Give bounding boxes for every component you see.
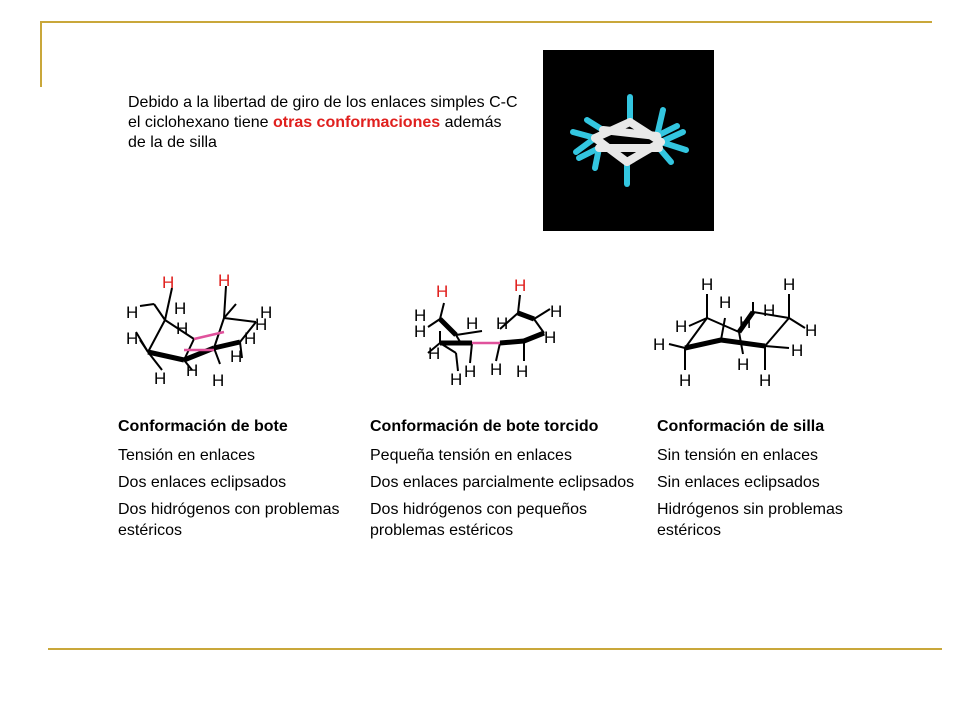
atom-label: H — [466, 314, 479, 333]
atom-label: H — [514, 276, 527, 295]
atom-label: H — [186, 361, 199, 380]
conformation-title: Conformación de bote torcido — [370, 418, 599, 435]
cyclohexane-3d-model — [543, 50, 714, 231]
atom-label: H — [436, 282, 449, 301]
atom-label: H — [490, 360, 503, 379]
atom-label: H — [791, 341, 804, 360]
atom-label: H — [516, 362, 529, 381]
atom-label: H — [126, 303, 139, 322]
bottom-rule — [48, 648, 942, 650]
chair-conformation-diagram — [645, 272, 825, 397]
hydrogen-bonds — [573, 97, 686, 184]
atom-label: H — [544, 328, 557, 347]
top-rule — [40, 21, 932, 23]
conformation-property: Dos enlaces eclipsados — [118, 474, 287, 491]
conformation-property: Dos hidrógenos con problemas estéricos — [118, 501, 340, 539]
atom-label: H — [464, 362, 477, 381]
atom-label: H — [496, 314, 509, 333]
intro-text-highlight: otras conformaciones — [272, 114, 441, 131]
twist-boat-conformation-diagram — [400, 275, 580, 400]
atom-label: H — [260, 303, 273, 322]
boat-conformation-diagram — [110, 262, 290, 397]
atom-label: H — [212, 371, 225, 390]
intro-text — [128, 93, 518, 153]
atom-label: H — [759, 371, 772, 390]
atom-label: H — [428, 344, 441, 363]
atom-label: H — [174, 299, 187, 318]
conformation-property: Dos enlaces parcialmente eclipsados — [370, 474, 635, 491]
atom-label: H — [701, 275, 714, 294]
cyclohexane-3d-drawing — [543, 50, 714, 231]
conformation-twist-boat — [370, 416, 640, 547]
atom-label: H — [450, 370, 463, 389]
atom-label: H — [126, 329, 139, 348]
atom-label: H — [154, 369, 167, 388]
atom-label: H — [218, 271, 231, 290]
atom-label: H — [414, 322, 427, 341]
atom-label: H — [783, 275, 796, 294]
atom-label: H — [176, 319, 189, 338]
atom-label: H — [653, 335, 666, 354]
atom-label: H — [550, 302, 563, 321]
conformation-boat — [118, 416, 343, 547]
atom-label: H — [763, 301, 776, 320]
conformation-property: Dos hidrógenos con pequeños problemas estéricos — [370, 501, 588, 539]
atom-label: H — [739, 313, 752, 332]
atom-label: H — [244, 329, 257, 348]
intro-text-after: además de la de silla — [128, 114, 502, 151]
conformation-title: Conformación de silla — [657, 418, 825, 435]
left-rule — [40, 21, 42, 87]
atom-label: H — [162, 273, 175, 292]
conformation-property: Hidrógenos sin problemas estéricos — [657, 501, 843, 539]
atom-label: H — [414, 306, 427, 325]
atom-label: H — [719, 293, 732, 312]
conformation-title: Conformación de bote — [118, 418, 288, 435]
conformation-property: Pequeña tensión en enlaces — [370, 447, 572, 464]
conformation-chair — [657, 416, 892, 547]
atom-label: H — [675, 317, 688, 336]
atom-label: H — [805, 321, 818, 340]
carbon-ring — [595, 122, 661, 162]
atom-label: H — [255, 315, 268, 334]
conformation-property: Sin enlaces eclipsados — [657, 474, 820, 491]
atom-label: H — [737, 355, 750, 374]
intro-text-before: Debido a la libertad de giro de los enlaces simples C-C el ciclohexano tiene — [128, 94, 518, 131]
atom-label: H — [230, 347, 243, 366]
conformation-property: Tensión en enlaces — [118, 447, 255, 464]
atom-label: H — [679, 371, 692, 390]
conformation-property: Sin tensión en enlaces — [657, 447, 818, 464]
